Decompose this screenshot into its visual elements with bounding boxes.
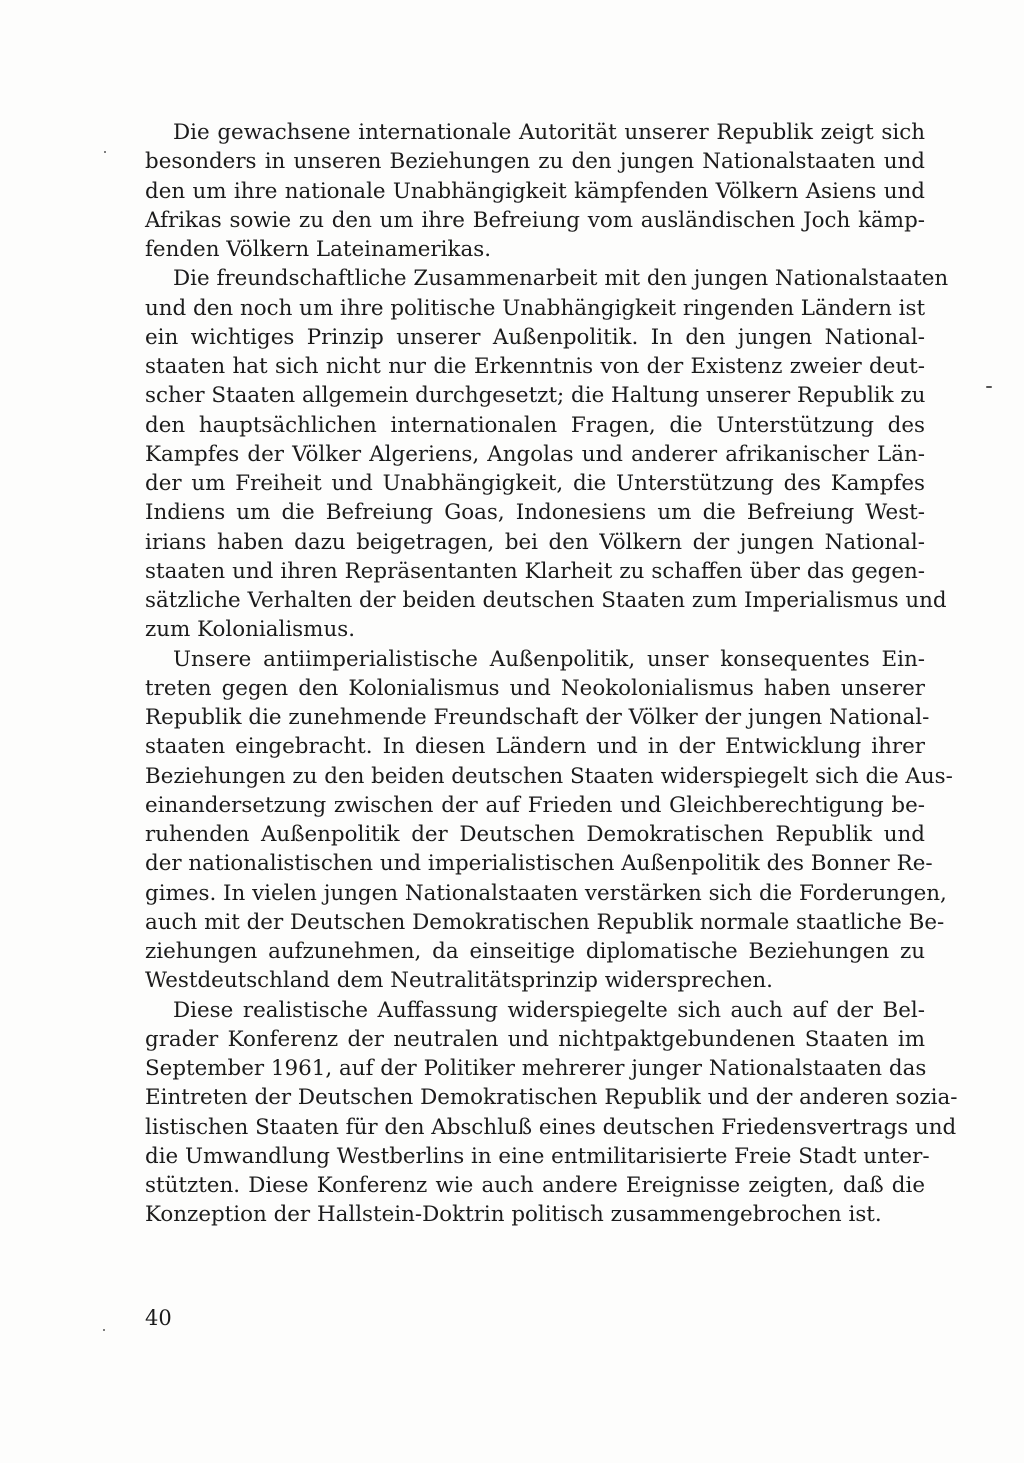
text-line: Indiens um die Befreiung Goas, Indonesiens um die Befreiung West- [145,500,925,526]
text-line: staaten eingebracht. In diesen Ländern und in der Entwicklung ihrer [145,734,925,760]
text-line: Westdeutschland dem Neutralitätsprinzip widersprechen. [145,968,773,994]
paragraph-3 [145,645,953,996]
text-line: Konzeption der Hallstein-Doktrin politisch zusammengebrochen ist. [145,1202,882,1228]
page-number: 40 [145,1306,172,1330]
text-line: irians haben dazu beigetragen, bei den Völkern der jungen National- [145,529,925,555]
text-line: September 1961, auf der Politiker mehrerer junger Nationalstaaten das [145,1056,927,1081]
text-line: treten gegen den Kolonialismus und Neokolonialismus haben unserer [145,675,925,701]
text-line: ruhenden Außenpolitik der Deutschen Demokratischen Republik und [145,822,925,847]
paragraph-2 [145,264,949,644]
text-line: Kampfes der Völker Algeriens, Angolas und anderer afrikanischer Län- [145,441,925,467]
text-line: auch mit der Deutschen Demokratischen Republik normale staatliche Be- [145,909,945,935]
scan-speck [103,1329,105,1331]
text-line: ziehungen aufzunehmen, da einseitige diplomatische Beziehungen zu [145,939,925,964]
text-line: Diese realistische Auffassung widerspiegelte sich auch auf der Bel- [173,997,925,1023]
text-line: den hauptsächlichen internationalen Fragen, die Unterstützung des [145,412,925,438]
text-line: Unsere antiimperialistische Außenpolitik, unser konsequentes Ein- [173,646,925,672]
text-line: Afrikas sowie zu den um ihre Befreiung vom ausländischen Joch kämp- [145,207,925,233]
text-line: staaten und ihren Repräsentanten Klarheit zu schaffen über das gegen- [145,558,925,584]
body-text [145,118,958,1230]
text-line: sätzliche Verhalten der beiden deutschen Staaten zum Imperialismus und [145,588,947,613]
text-line: den um ihre nationale Unabhängigkeit kämpfenden Völkern Asiens und [145,178,925,204]
scan-speck [104,151,106,153]
text-line: besonders in unseren Beziehungen zu den jungen Nationalstaaten und [145,149,925,175]
text-line: stützten. Diese Konferenz wie auch andere Ereignisse zeigten, daß die [145,1173,925,1198]
text-line: und den noch um ihre politische Unabhängigkeit ringenden Ländern ist [145,295,926,321]
text-line: zum Kolonialismus. [145,617,355,643]
text-line: der nationalistischen und imperialistischen Außenpolitik des Bonner Re- [145,851,933,877]
text-line: Eintreten der Deutschen Demokratischen Republik und der anderen sozia- [145,1085,958,1111]
text-line: die Umwandlung Westberlins in eine entmilitarisierte Freie Stadt unter- [145,1143,930,1169]
text-line: einandersetzung zwischen der auf Frieden und Gleichberechtigung be- [145,792,925,818]
scan-speck [986,386,992,388]
text-line: fenden Völkern Lateinamerikas. [145,237,491,262]
text-line: Republik die zunehmende Freundschaft der Völker der jungen National- [145,705,930,730]
text-line: Die freundschaftliche Zusammenarbeit mit den jungen Nationalstaaten [173,266,949,292]
text-line: Beziehungen zu den beiden deutschen Staaten widerspiegelt sich die Aus- [145,763,953,789]
text-line: grader Konferenz der neutralen und nichtpaktgebundenen Staaten im [145,1026,925,1052]
text-line: Die gewachsene internationale Autorität unserer Republik zeigt sich [173,120,925,145]
text-line: gimes. In vielen jungen Nationalstaaten verstärken sich die Forderungen, [145,880,947,906]
text-line: staaten hat sich nicht nur die Erkenntnis von der Existenz zweier deut- [145,354,925,379]
text-line: scher Staaten allgemein durchgesetzt; die Haltung unserer Republik zu [145,383,926,409]
text-line: ein wichtiges Prinzip unserer Außenpolitik. In den jungen National- [145,324,925,350]
paragraph-1 [145,118,925,264]
text-line: listischen Staaten für den Abschluß eines deutschen Friedensvertrags und [145,1114,957,1140]
paragraph-4 [145,996,958,1230]
text-line: der um Freiheit und Unabhängigkeit, die Unterstützung des Kampfes [145,471,925,496]
